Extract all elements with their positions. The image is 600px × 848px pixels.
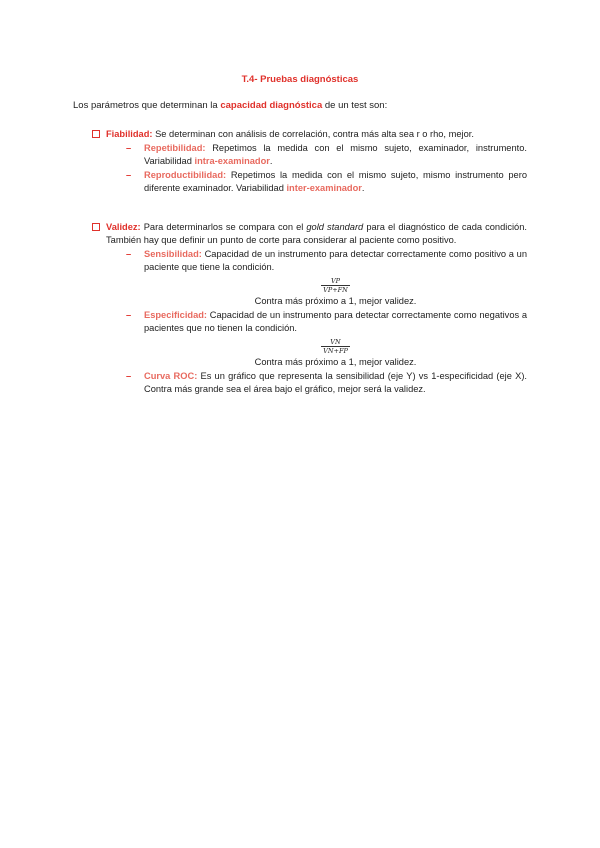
fiabilidad-label: Fiabilidad: — [106, 129, 153, 139]
repetibilidad-highlight: intra-examinador — [194, 156, 270, 166]
especificidad-label: Especificidad: — [144, 310, 208, 320]
especificidad-note: Contra más próximo a 1, mejor validez. — [254, 357, 417, 367]
reproductibilidad-highlight: inter-examinador — [286, 183, 362, 193]
sensibilidad-note: Contra más próximo a 1, mejor validez. — [254, 296, 417, 306]
validez-text-before: Para determinarlos se compara con el — [140, 222, 307, 232]
intro-before: Los parámetros que determinan la — [73, 100, 221, 111]
reproductibilidad-label: Reproductibilidad: — [144, 170, 227, 180]
especificidad-formula-num: VN — [321, 338, 350, 347]
curva-roc-label: Curva ROC: — [144, 371, 198, 381]
page-title: T.4- Pruebas diagnósticas — [241, 74, 359, 85]
sensibilidad-text: Capacidad de un instrumento para detectar correctamente como positivo a un paciente que tiene la condición. — [144, 249, 527, 272]
curva-roc-text: Es un gráfico que representa la sensibilidad (eje Y) vs 1-especificidad (eje X). Contra más grande sea el área bajo el gráfico, mejor será la validez. — [144, 371, 527, 394]
validez-italic: gold standard — [306, 222, 364, 232]
especificidad-text: Capacidad de un instrumento para detectar correctamente como negativos a pacientes que no tienen la condición. — [144, 310, 527, 333]
dash-bullet-icon: – — [126, 371, 132, 381]
repetibilidad-label: Repetibilidad: — [144, 143, 206, 153]
reproductibilidad-item — [92, 169, 527, 195]
checkbox-icon — [92, 223, 100, 231]
repetibilidad-end: . — [269, 156, 273, 166]
validez-label: Validez: — [106, 222, 141, 232]
fiabilidad-text: Se determinan con análisis de correlación, contra más alta sea r o rho, mejor. — [152, 129, 474, 139]
intro-paragraph — [73, 100, 387, 111]
reproductibilidad-end: . — [361, 183, 365, 193]
dash-bullet-icon: – — [126, 249, 132, 259]
sensibilidad-label: Sensibilidad: — [144, 249, 202, 259]
especificidad-item — [92, 309, 527, 335]
validez-section — [92, 221, 527, 396]
validez-text-after: para el diagnóstico de cada condición. También hay que definir un punto de corte para considerar al paciente como positivo. — [106, 222, 527, 245]
sensibilidad-formula-den: VP+FN — [323, 286, 348, 294]
validez-paragraph — [92, 221, 527, 247]
sensibilidad-formula-num: VP — [321, 277, 350, 286]
sensibilidad-formula — [144, 277, 527, 294]
especificidad-formula-den: VN+FP — [323, 347, 348, 355]
dash-bullet-icon: – — [126, 310, 132, 320]
sensibilidad-item — [92, 248, 527, 274]
intro-after: de un test son: — [322, 100, 388, 111]
dash-bullet-icon: – — [126, 143, 132, 153]
fiabilidad-paragraph — [92, 128, 527, 141]
reproductibilidad-text: Repetimos la medida con el mismo sujeto, mismo instrumento pero diferente examinador. Variabilidad — [144, 170, 527, 193]
fiabilidad-section — [92, 128, 527, 195]
dash-bullet-icon: – — [126, 170, 132, 180]
curva-roc-item — [92, 370, 527, 396]
repetibilidad-text: Repetimos la medida con el mismo sujeto, examinador, instrumento. Variabilidad — [144, 143, 527, 166]
checkbox-icon — [92, 130, 100, 138]
especificidad-formula — [144, 338, 527, 355]
repetibilidad-item — [92, 142, 527, 168]
intro-highlight: capacidad diagnóstica — [220, 100, 323, 111]
